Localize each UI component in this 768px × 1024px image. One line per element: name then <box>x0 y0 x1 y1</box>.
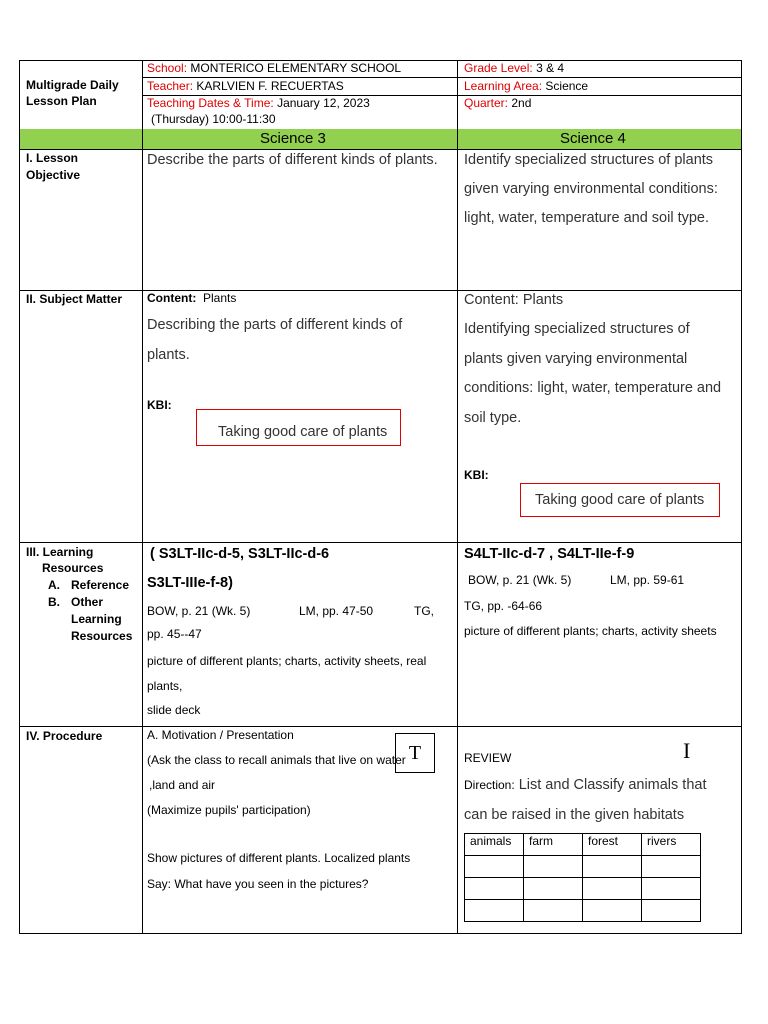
column-divider <box>457 60 458 934</box>
sci4-objective-line1: Identify specialized structures of plants <box>464 152 714 168</box>
sci4-direction-line2: can be raised in the given habitats <box>464 807 685 823</box>
table-header-animals: animals <box>465 834 524 856</box>
table-cell <box>465 900 524 922</box>
sci4-direction <box>464 777 707 794</box>
dates-value: January 12, 2023 <box>277 96 370 110</box>
sci4-subject-line2: plants given varying environmental <box>464 351 688 367</box>
table-cell <box>642 900 701 922</box>
table-cell <box>524 856 583 878</box>
sci4-subject-line3: conditions: light, water, temperature and <box>464 380 722 396</box>
resources-label-b1: Other <box>71 595 104 609</box>
resources-label-line1: III. Learning <box>26 545 94 559</box>
sci3-other2: plants, <box>147 679 183 693</box>
resources-label-a-marker: A. <box>48 578 60 592</box>
area-label: Learning Area: <box>464 79 543 93</box>
teacher-field <box>147 80 344 94</box>
sci3-kbi-label: KBI: <box>147 398 172 412</box>
sci3-procedure-line2: (Ask the class to recall animals that live on water <box>147 753 406 767</box>
school-value: MONTERICO ELEMENTARY SCHOOL <box>190 61 402 75</box>
school-field <box>147 62 401 76</box>
text-cursor-mark: I <box>683 738 691 763</box>
sci3-content-value: Plants <box>203 291 237 305</box>
dates-label: Teaching Dates & Time: <box>147 96 274 110</box>
sci4-ref-bow: BOW, p. 21 (Wk. 5) <box>468 573 572 587</box>
dates-field <box>147 97 370 111</box>
sci3-ref-tg: TG, <box>414 604 434 618</box>
table-header-forest: forest <box>583 834 642 856</box>
sci4-content: Content: Plants <box>464 292 564 308</box>
grade-field <box>464 62 564 76</box>
sci3-procedure-line3: ,land and air <box>149 778 216 792</box>
table-header-farm: farm <box>524 834 583 856</box>
sci4-kbi-label: KBI: <box>464 468 489 482</box>
resources-label-b3: Resources <box>71 629 133 643</box>
table-cell <box>524 900 583 922</box>
sci4-subject-line1: Identifying specialized structures of <box>464 321 690 337</box>
row-divider <box>19 149 742 150</box>
subject-matter-label: II. Subject Matter <box>26 292 123 306</box>
grade-value: 3 & 4 <box>536 61 565 75</box>
resources-label-line2: Resources <box>42 561 104 575</box>
table-row <box>465 856 701 878</box>
sci3-procedure-line5: Show pictures of different plants. Localized plants <box>147 851 411 865</box>
sci3-procedure-line1: A. Motivation / Presentation <box>147 728 294 742</box>
sci3-kbi-value: Taking good care of plants <box>218 424 388 440</box>
table-cell <box>642 856 701 878</box>
objective-label-line1: I. Lesson <box>26 151 79 165</box>
dates-value-2: (Thursday) 10:00-11:30 <box>151 112 276 126</box>
sci3-other3: slide deck <box>147 703 201 717</box>
grade-header-bar <box>19 129 741 149</box>
header-divider <box>142 77 742 78</box>
habitat-table <box>464 833 701 922</box>
sci4-objective-line3: light, water, temperature and soil type. <box>464 210 710 226</box>
sci4-ref-tg: TG, pp. -64-66 <box>464 599 543 613</box>
table-row <box>465 878 701 900</box>
sci3-subject-line1: Describing the parts of different kinds of <box>147 317 403 333</box>
sci4-other: picture of different plants; charts, activity sheets <box>464 624 717 638</box>
sci3-other1: picture of different plants; charts, activity sheets, real <box>147 654 427 668</box>
table-cell <box>524 878 583 900</box>
procedure-label: IV. Procedure <box>26 729 103 743</box>
sci4-subject-line4: soil type. <box>464 410 522 426</box>
sci3-procedure-line4: (Maximize pupils' participation) <box>147 803 311 817</box>
table-cell <box>642 878 701 900</box>
sci4-competency-code: S4LT-IIc-d-7 , S4LT-IIe-f-9 <box>464 546 635 562</box>
text-box-t: T <box>395 733 435 773</box>
resources-label-b-marker: B. <box>48 595 60 609</box>
table-cell <box>583 900 642 922</box>
teacher-label: Teacher: <box>147 79 194 93</box>
sci3-ref-tg2: pp. 45--47 <box>147 627 202 641</box>
plan-title-line2: Lesson Plan <box>26 94 97 108</box>
science4-header: Science 4 <box>560 130 626 147</box>
sci4-direction-value: List and Classify animals that <box>518 777 707 793</box>
sci3-ref-lm: LM, pp. 47-50 <box>299 604 374 618</box>
sci3-kbi-box <box>196 409 401 446</box>
row-divider <box>19 290 742 291</box>
table-border-right <box>741 60 742 934</box>
sci4-objective-line2: given varying environmental conditions: <box>464 181 718 197</box>
resources-label-a: Reference <box>71 578 130 592</box>
area-field <box>464 80 588 94</box>
row-divider <box>19 726 742 727</box>
area-value: Science <box>545 79 589 93</box>
sci4-review: REVIEW <box>464 751 512 765</box>
sci4-direction-label: Direction: <box>464 778 515 792</box>
resources-label-b2: Learning <box>71 612 122 626</box>
sci4-kbi-value: Taking good care of plants <box>535 492 705 508</box>
science3-header: Science 3 <box>260 130 326 147</box>
sci3-content-label: Content: <box>147 291 197 305</box>
teacher-value: KARLVIEN F. RECUERTAS <box>196 79 344 93</box>
sci3-objective: Describe the parts of different kinds of plants. <box>147 152 438 168</box>
table-cell <box>583 856 642 878</box>
sci3-procedure-line6: Say: What have you seen in the pictures? <box>147 877 369 891</box>
row-divider <box>19 542 742 543</box>
table-border-bottom <box>19 933 742 934</box>
sci3-competency-code1: ( S3LT-IIc-d-5, S3LT-IIc-d-6 <box>150 546 330 562</box>
quarter-label: Quarter: <box>464 96 509 110</box>
table-cell <box>583 878 642 900</box>
sci4-kbi-box <box>520 483 720 517</box>
table-row <box>465 900 701 922</box>
quarter-field <box>464 97 531 111</box>
sci3-ref-bow: BOW, p. 21 (Wk. 5) <box>147 604 251 618</box>
table-cell <box>465 878 524 900</box>
grade-label: Grade Level: <box>464 61 533 75</box>
sci3-subject-line2: plants. <box>147 347 190 363</box>
quarter-value: 2nd <box>511 96 532 110</box>
objective-label-line2: Objective <box>26 168 81 182</box>
sci3-competency-code2: S3LT-IIIe-f-8) <box>147 575 233 591</box>
column-divider <box>142 60 143 934</box>
school-label: School: <box>147 61 188 75</box>
lesson-plan-table <box>19 60 742 934</box>
table-border-left <box>19 60 20 934</box>
sci4-ref-lm: LM, pp. 59-61 <box>610 573 685 587</box>
sci3-content <box>147 292 236 306</box>
plan-title-line1: Multigrade Daily <box>26 78 119 92</box>
table-row <box>465 834 701 856</box>
table-cell <box>465 856 524 878</box>
table-header-rivers: rivers <box>642 834 701 856</box>
